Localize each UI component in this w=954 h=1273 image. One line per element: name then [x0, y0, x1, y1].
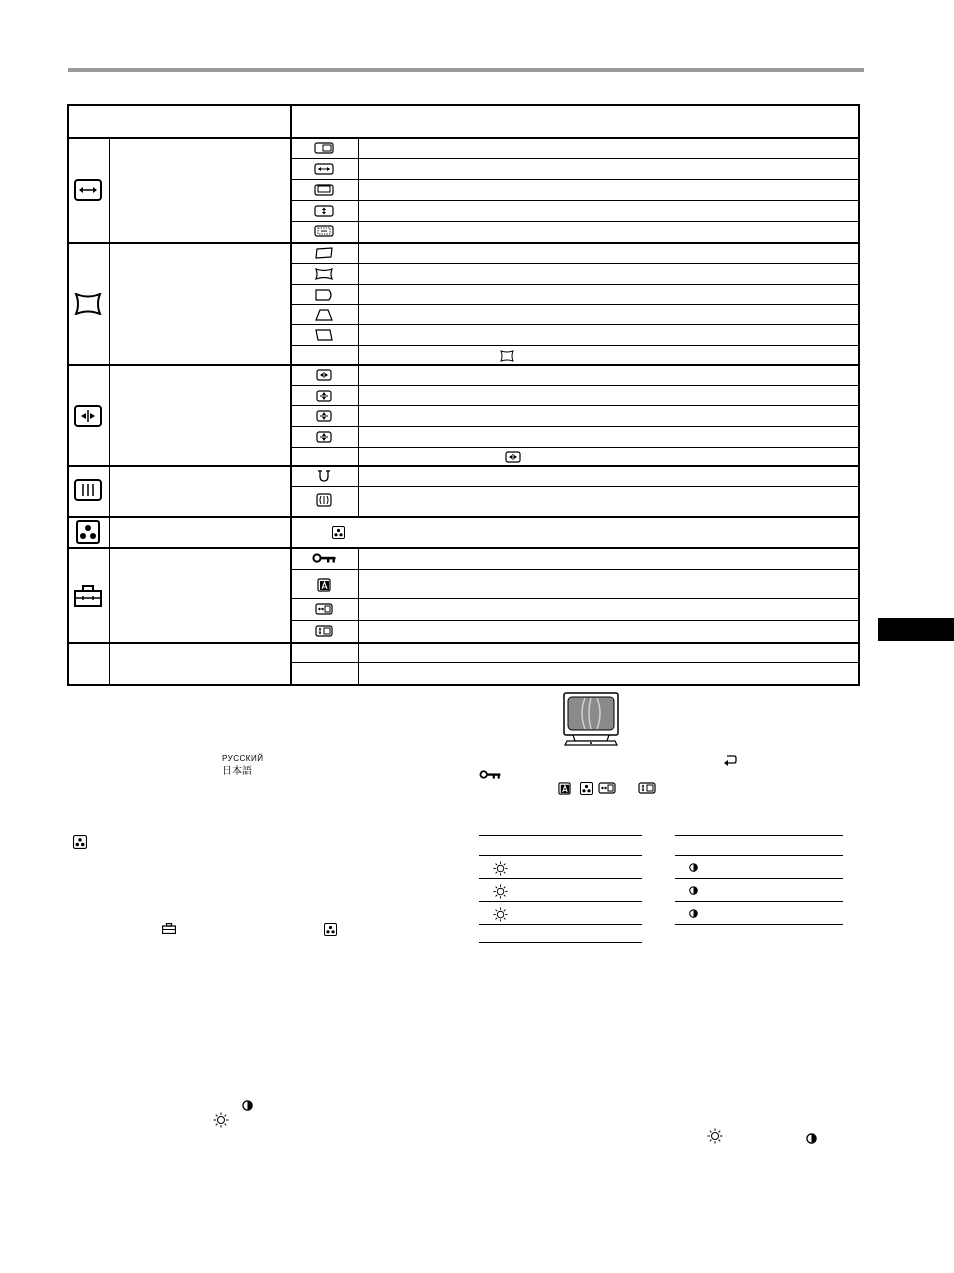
color-icon [72, 834, 88, 850]
table-header-divider [69, 137, 858, 139]
group-divider [69, 465, 858, 467]
v-size-icon [310, 204, 338, 218]
sun-brightness-icon [491, 905, 509, 923]
geometry-icon [73, 292, 103, 316]
rotation-icon [310, 246, 338, 260]
language-japanese-label: 日本語 [222, 766, 252, 777]
half-circle-contrast-icon [804, 1131, 818, 1145]
brightness-table-rule [479, 835, 642, 836]
pincushion-icon [310, 267, 338, 281]
row-divider [290, 324, 858, 325]
col-divider-sub-a [358, 137, 359, 518]
size-center-icon [73, 178, 103, 202]
brightness-table-rule [479, 901, 642, 902]
row-divider [290, 405, 858, 406]
color-icon [75, 519, 101, 545]
v-convergence-icon [310, 389, 338, 403]
brightness-table-rule [479, 942, 642, 943]
option-toolbox-icon [160, 921, 178, 935]
language-russian-label: РУССКИЙ [222, 754, 264, 763]
sun-brightness-icon [706, 1127, 724, 1145]
convergence-inline-icon [505, 450, 521, 463]
row-divider [290, 263, 858, 264]
zoom-icon [310, 224, 338, 238]
return-arrow-icon [722, 754, 738, 768]
monitor-illustration [559, 692, 623, 748]
row-divider [290, 569, 858, 570]
brightness-table-rule [479, 855, 642, 856]
col-divider-sub-b [358, 547, 359, 684]
degauss-icon [310, 468, 338, 484]
contrast-table-rule [675, 901, 843, 902]
row-divider [290, 486, 858, 487]
brightness-table-rule [479, 878, 642, 879]
half-circle-contrast-icon [240, 1098, 254, 1112]
menu-v-position-icon [310, 624, 338, 638]
group-divider [69, 547, 858, 549]
menu-h-position-icon [310, 602, 338, 616]
row-divider [290, 662, 858, 663]
menu-h-position-icon [596, 780, 618, 796]
contrast-table-rule [675, 835, 843, 836]
top-rule [68, 68, 864, 72]
sun-brightness-icon [491, 882, 509, 900]
auto-input-icon [556, 780, 572, 796]
menu-table [67, 104, 860, 686]
group-divider [69, 364, 858, 366]
v-convergence-top-icon [310, 409, 338, 423]
color-icon [322, 921, 338, 937]
contrast-table-rule [675, 924, 843, 925]
group-divider [69, 516, 858, 518]
row-divider [290, 447, 858, 448]
menu-v-position-icon [636, 780, 658, 796]
key-lock-icon [478, 768, 502, 780]
moire-icon [310, 492, 338, 508]
keystone-icon [310, 308, 338, 322]
group-divider [69, 642, 858, 644]
sun-brightness-icon [491, 859, 509, 877]
v-center-icon [310, 183, 338, 197]
half-circle-contrast-icon [687, 907, 699, 919]
row-divider [290, 598, 858, 599]
row-divider [290, 179, 858, 180]
pin-balance-icon [310, 288, 338, 302]
screen-icon [73, 478, 103, 502]
h-convergence-icon [310, 368, 338, 382]
row-divider [290, 284, 858, 285]
row-divider [290, 221, 858, 222]
brightness-table-rule [479, 924, 642, 925]
row-divider [290, 345, 858, 346]
key-balance-icon [310, 328, 338, 342]
auto-input-icon [310, 577, 338, 593]
geometry-inline-icon [500, 349, 514, 362]
key-lock-icon [310, 551, 338, 565]
group-divider [69, 242, 858, 244]
row-divider [290, 200, 858, 201]
v-convergence-bottom-icon [310, 430, 338, 444]
row-divider [290, 158, 858, 159]
row-divider [290, 385, 858, 386]
half-circle-contrast-icon [687, 861, 699, 873]
row-divider [290, 304, 858, 305]
row-divider [290, 426, 858, 427]
contrast-table-rule [675, 855, 843, 856]
contrast-table-rule [675, 878, 843, 879]
convergence-icon [73, 404, 103, 428]
h-center-icon [310, 141, 338, 155]
row-divider [290, 620, 858, 621]
color-icon [578, 780, 594, 796]
col-divider-icon [109, 137, 110, 684]
sun-brightness-icon [212, 1111, 230, 1129]
option-toolbox-icon [73, 584, 103, 608]
section-tab [878, 618, 954, 641]
color-inline-icon [331, 525, 345, 539]
h-size-icon [310, 162, 338, 176]
half-circle-contrast-icon [687, 884, 699, 896]
